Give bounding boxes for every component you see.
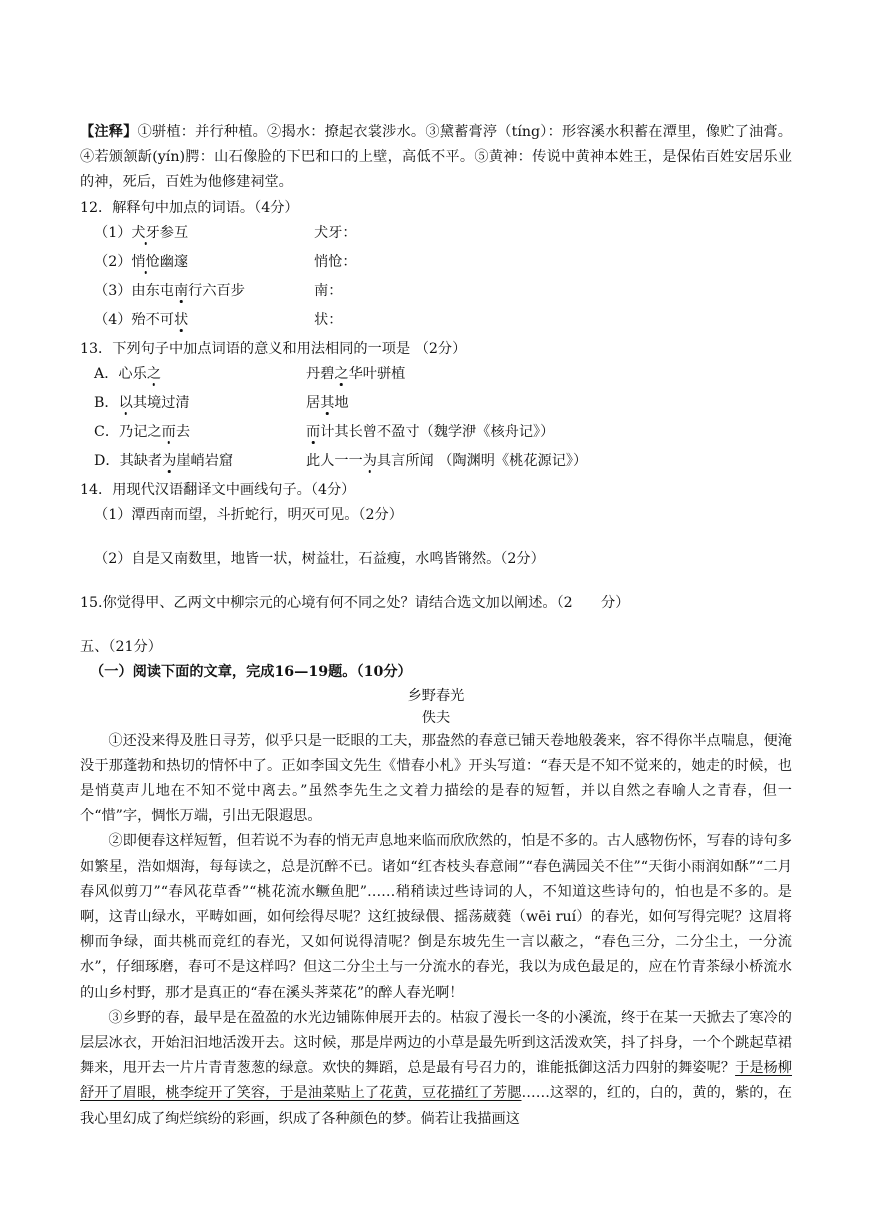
option-right-suffix: 华叶骈植 [348,365,406,382]
dotted-word: 其 [320,394,335,411]
q12-item [80,250,792,279]
q14-sentence-1: （1）潭西南而望，斗折蛇行，明灭可见。（2分） [94,506,403,523]
dotted-word: 为 [362,452,377,469]
q12-item-prefix: （2） [94,253,132,270]
option-right-prefix: 此人一一 [306,452,363,469]
q14-sentence-2: （2）自是又南数里，地皆一状，树益壮，石益瘦，水鸣皆锵然。（2分） [94,550,545,567]
option-left-prefix: D．其缺者 [94,452,163,469]
q13-option [80,449,792,478]
dotted-word: 犬牙 [131,224,160,241]
exam-page [80,120,792,1132]
article-title: 乡野春光 [407,687,465,704]
option-right-prefix: 丹碧 [306,365,335,382]
underlined-sentence: 于是杨柳舒开了眉眼，桃李绽开了笑容，于是油菜贴上了花黄，豆花描红了芳腮 [80,1060,792,1102]
dotted-word: 为 [162,452,177,469]
option-left-suffix: 去 [175,423,191,440]
q12-item [80,221,792,250]
answer-blank: 南： [314,282,343,299]
dotted-word: 之 [146,365,162,382]
option-right-suffix: 地 [334,394,349,411]
option-left-prefix: A．心乐 [94,365,147,382]
q13-option [80,420,792,449]
paragraph-3-text: ③乡野的春，最早是在盈盈的水光边铺陈伸展开去的。枯寂了漫长一冬的小溪流，终于在某一天掀去了寒冷的层层冰衣，开始汩汩地活泼开去。这时候，那是岸两边的小草是最先听到这活泼欢笑，抖了抖身，一个个跳起草裙舞来，甩开去一片片青青葱葱的绿意。欢快的舞蹈，总是最有号召力的，谁能抵御这活力四射的舞姿呢？ [80,1009,792,1077]
question-15-stem: 15.你觉得甲、乙两文中柳宗元的心境有何不同之处？请结合选文加以阐述。（2 分） [80,594,630,611]
note-text: ①骈植：并行种植。②揭水：撩起衣裳涉水。③黛蓄膏渟（tíng）：形容溪水积蓄在潭里，像贮了油膏。④若颁颔龂(yín)腭：山石像脸的下巴和口的上壁，高低不平。⑤黄神：传说中黄神本姓王，是保佑百姓安居乐业的神，死后，百姓为他修建祠堂。 [80,124,792,191]
dotted-word: 而 [161,423,176,440]
article-paragraph-3 [80,1006,792,1132]
note-label: 【注释】 [80,124,138,140]
reading-subsection-heading: （一）阅读下面的文章，完成16—19题。（10分） [90,663,412,680]
section-5-heading: 五、（21分） [80,638,162,655]
answer-blank: 悄怆： [314,253,357,270]
option-left-suffix: 其境过清 [132,394,190,411]
article-author: 佚夫 [421,709,451,726]
question-14-stem: 14．用现代汉语翻译文中画线句子。（4分） [80,481,356,498]
question-13-stem: 13．下列句子中加点词语的意义和用法相同的一项是 （2分） [80,340,467,357]
q13-option [80,362,792,391]
question-12-stem: 12．解释句中加点的词语。（4分） [80,199,299,216]
dotted-word: 之 [334,365,349,382]
q12-item-prefix: （3）由东屯 [94,282,174,299]
article-paragraph-1: ①还没来得及胜日寻芳，似乎只是一眨眼的工夫，那盎然的春意已铺天卷地般袭来，容不得你半点喘息，便淹没于那蓬勃和热切的情怀中了。正如李国文先生《惜春小札》开头写道：“春天是不知不觉来的，她走的时候，也是悄莫声儿地在不知不觉中离去。”虽然李先生之文着力描绘的是春的短暂，并以自然之春喻人之青春，但一个“惜”字，惆怅万端，引出无限遐思。 [80,732,792,825]
article-paragraph-2: ②即便春这样短暂，但若说不为春的悄无声息地来临而欣欣然的，怕是不多的。古人感物伤怀，写春的诗句多如繁星，浩如烟海，每每读之，总是沉醉不已。诸如“红杏枝头春意闹”“春色满园关不住”“天街小雨润如酥”“二月春风似剪刀”“春风花草香”“桃花流水鳜鱼肥”……稍稍读过些诗词的人，不知道这些诗句的，怕也是不多的。是啊，这青山绿水，平畴如画，如何绘得尽呢？这红披绿偎、摇荡葳蕤（wēi ruí）的春光，如何写得完呢？这眉将柳而争绿，面共桃而竞红的春光，又如何说得清呢？倒是东坡先生一言以蔽之，“春色三分，二分尘土，一分流水”，仔细琢磨，春可不是这样吗？但这二分尘土与一分流水的春光，我以为成色最足的，应在竹青茶绿小桥流水的山乡村野，那才是真正的“春在溪头荠菜花”的醉人春光啊！ [80,833,792,1001]
q12-item-suffix: 行六百步 [188,282,245,299]
option-right-prefix: 居 [306,394,321,411]
q12-item [80,279,792,308]
option-right-suffix: 计其长曾不盈寸（魏学洢《核舟记》） [320,423,555,440]
dotted-word: 而 [306,423,321,440]
option-left-prefix: C．乃记之 [94,423,162,440]
q12-item-prefix: （1） [94,224,132,241]
q12-item-prefix: （4）殆不可 [94,311,174,328]
annotation-note [80,120,792,196]
dotted-word: 南 [173,282,189,299]
option-right-suffix: 具言所闻 （陶渊明《桃花源记》） [376,452,588,469]
dotted-word: 悄怆 [131,253,160,270]
answer-blank: 状： [314,311,343,328]
answer-blank: 犬牙： [314,224,357,241]
option-left-suffix: 崖峭岩窟 [176,452,234,469]
dotted-word: 状 [173,311,189,328]
q13-option [80,391,792,420]
q12-item-suffix: 参互 [159,224,189,241]
dotted-word: 以 [118,394,133,411]
option-left-prefix: B． [94,394,119,411]
q12-item [80,308,792,337]
paragraph-3-text-continued: ……这翠的，红的，白的，黄的，紫的，在我心里幻成了绚烂缤纷的彩画，织成了各种颜色的梦。倘若让我描画这 [80,1085,792,1127]
q12-item-suffix: 幽邃 [159,253,189,270]
